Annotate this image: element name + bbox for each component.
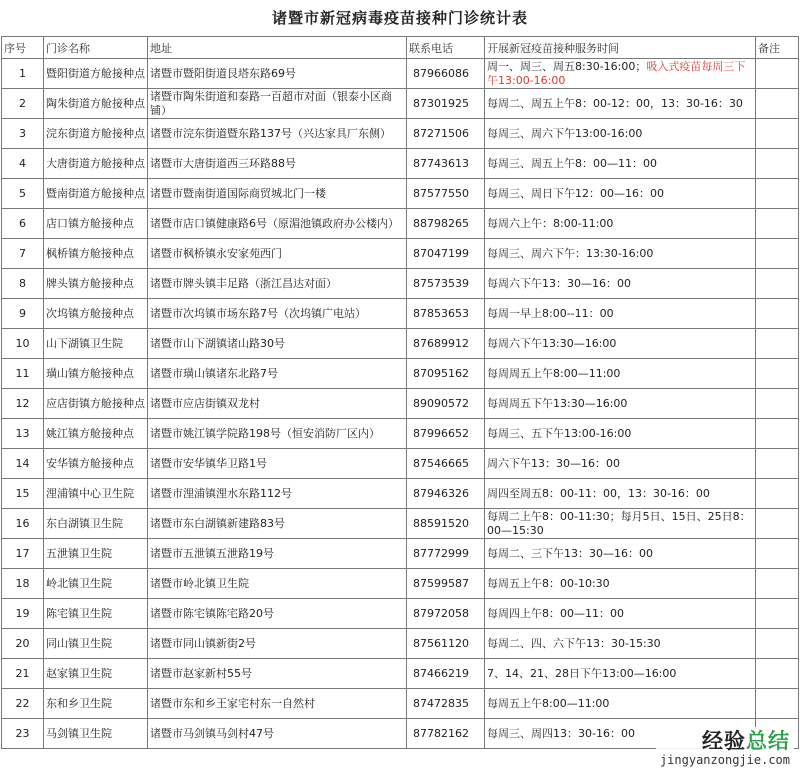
cell-phone: 87301925 [407, 89, 485, 119]
cell-address: 诸暨市同山镇新街2号 [148, 629, 407, 659]
cell-address: 诸暨市陈宅镇陈宅路20号 [148, 599, 407, 629]
cell-phone: 87546665 [407, 449, 485, 479]
cell-no: 19 [2, 599, 44, 629]
cell-service-time: 每周六上午：8:00-11:00 [485, 209, 756, 239]
cell-no: 6 [2, 209, 44, 239]
cell-phone: 87466219 [407, 659, 485, 689]
cell-phone: 87573539 [407, 269, 485, 299]
table-row [2, 599, 799, 629]
cell-address: 诸暨市姚江镇学院路198号（恒安消防厂区内） [148, 419, 407, 449]
cell-remark [756, 569, 799, 599]
cell-no: 3 [2, 119, 44, 149]
cell-service-time: 每周二、四、六下午13：30-15:30 [485, 629, 756, 659]
cell-no: 5 [2, 179, 44, 209]
cell-address: 诸暨市陶朱街道和泰路一百超市对面（银泰小区商铺） [148, 89, 407, 119]
cell-service-time: 周六下午13：30—16：00 [485, 449, 756, 479]
cell-service-time: 每周二、三下午13：30—16：00 [485, 539, 756, 569]
table-row [2, 89, 799, 119]
cell-address: 诸暨市店口镇健康路6号（原湄池镇政府办公楼内） [148, 209, 407, 239]
cell-clinic-name: 马剑镇卫生院 [44, 719, 148, 749]
table-row [2, 449, 799, 479]
page-title: 诸暨市新冠病毒疫苗接种门诊统计表 [271, 9, 528, 27]
cell-remark [756, 599, 799, 629]
table-row [2, 569, 799, 599]
cell-service-time: 每周六下午13：30—16：00 [485, 269, 756, 299]
service-time-text: 周一、周三、周五8:30-16:00； [487, 59, 647, 73]
cell-service-time: 每周二、周五上午8：00-12：00，13：30-16：30 [485, 89, 756, 119]
cell-address: 诸暨市岭北镇卫生院 [148, 569, 407, 599]
cell-no: 23 [2, 719, 44, 749]
table-row [2, 509, 799, 539]
cell-phone: 88591520 [407, 509, 485, 539]
cell-phone: 87743613 [407, 149, 485, 179]
cell-address: 诸暨市五泄镇五泄路19号 [148, 539, 407, 569]
cell-clinic-name: 次坞镇方舱接种点 [44, 299, 148, 329]
cell-no: 18 [2, 569, 44, 599]
cell-clinic-name: 五泄镇卫生院 [44, 539, 148, 569]
cell-service-time: 每周三、周四13：30-16：00 [485, 719, 756, 749]
cell-address: 诸暨市暨阳街道艮塔东路69号 [148, 59, 407, 89]
table-body [2, 59, 799, 749]
cell-no: 1 [2, 59, 44, 89]
watermark-url: jingyanzongjie.com [659, 753, 790, 767]
cell-clinic-name: 暨阳街道方舱接种点 [44, 59, 148, 89]
cell-service-time: 每周三、周六下午：13:30-16:00 [485, 239, 756, 269]
cell-phone: 87772999 [407, 539, 485, 569]
cell-no: 11 [2, 359, 44, 389]
cell-service-time: 每周三、周日下午12：00—16：00 [485, 179, 756, 209]
header-clinic-name: 门诊名称 [44, 37, 148, 59]
cell-clinic-name: 大唐街道方舱接种点 [44, 149, 148, 179]
cell-no: 16 [2, 509, 44, 539]
cell-address: 诸暨市东白湖镇新建路83号 [148, 509, 407, 539]
cell-phone: 87966086 [407, 59, 485, 89]
cell-clinic-name: 岭北镇卫生院 [44, 569, 148, 599]
table-row [2, 659, 799, 689]
cell-service-time: 每周三、五下午13:00-16:00 [485, 419, 756, 449]
cell-remark [756, 209, 799, 239]
cell-remark [756, 479, 799, 509]
cell-no: 9 [2, 299, 44, 329]
table-row [2, 179, 799, 209]
cell-clinic-name: 牌头镇方舱接种点 [44, 269, 148, 299]
cell-remark [756, 149, 799, 179]
cell-no: 17 [2, 539, 44, 569]
cell-clinic-name: 同山镇卫生院 [44, 629, 148, 659]
cell-phone: 87047199 [407, 239, 485, 269]
header-service-time: 开展新冠疫苗接种服务时间 [485, 37, 756, 59]
cell-phone: 87561120 [407, 629, 485, 659]
cell-phone: 87946326 [407, 479, 485, 509]
cell-clinic-name: 浣东街道方舱接种点 [44, 119, 148, 149]
cell-service-time: 每周一早上8:00--11：00 [485, 299, 756, 329]
cell-clinic-name: 东白湖镇卫生院 [44, 509, 148, 539]
cell-remark [756, 629, 799, 659]
table-row [2, 149, 799, 179]
cell-clinic-name: 枫桥镇方舱接种点 [44, 239, 148, 269]
cell-clinic-name: 浬浦镇中心卫生院 [44, 479, 148, 509]
cell-remark [756, 89, 799, 119]
cell-service-time: 每周三、周五上午8：00—11：00 [485, 149, 756, 179]
cell-no: 10 [2, 329, 44, 359]
table-row [2, 629, 799, 659]
cell-service-time: 每周五上午8:00—11:00 [485, 689, 756, 719]
cell-service-time: 每周六下午13:30—16:00 [485, 329, 756, 359]
cell-address: 诸暨市浣东街道暨东路137号（兴达家具厂东侧） [148, 119, 407, 149]
watermark-text-2: 总结 [746, 729, 790, 753]
cell-address: 诸暨市枫桥镇永安家苑西门 [148, 239, 407, 269]
table-row [2, 209, 799, 239]
clinic-table [1, 36, 799, 749]
cell-no: 7 [2, 239, 44, 269]
cell-no: 22 [2, 689, 44, 719]
cell-remark [756, 299, 799, 329]
cell-no: 15 [2, 479, 44, 509]
cell-clinic-name: 姚江镇方舱接种点 [44, 419, 148, 449]
table-row [2, 329, 799, 359]
cell-no: 20 [2, 629, 44, 659]
cell-phone: 87996652 [407, 419, 485, 449]
cell-clinic-name: 璜山镇方舱接种点 [44, 359, 148, 389]
cell-remark [756, 179, 799, 209]
cell-phone: 87472835 [407, 689, 485, 719]
cell-address: 诸暨市浬浦镇浬水东路112号 [148, 479, 407, 509]
cell-no: 14 [2, 449, 44, 479]
header-phone: 联系电话 [407, 37, 485, 59]
cell-phone: 87689912 [407, 329, 485, 359]
table-row [2, 59, 799, 89]
cell-address: 诸暨市大唐街道西三环路88号 [148, 149, 407, 179]
cell-phone: 87577550 [407, 179, 485, 209]
cell-remark [756, 659, 799, 689]
cell-clinic-name: 暨南街道方舱接种点 [44, 179, 148, 209]
cell-phone: 89090572 [407, 389, 485, 419]
table-row [2, 359, 799, 389]
cell-phone: 87972058 [407, 599, 485, 629]
cell-phone: 87095162 [407, 359, 485, 389]
cell-address: 诸暨市璜山镇诸东北路7号 [148, 359, 407, 389]
table-row [2, 389, 799, 419]
cell-service-time: 每周五上午8：00-10:30 [485, 569, 756, 599]
table-row [2, 689, 799, 719]
cell-remark [756, 269, 799, 299]
cell-phone: 87853653 [407, 299, 485, 329]
cell-remark [756, 119, 799, 149]
cell-address: 诸暨市马剑镇马剑村47号 [148, 719, 407, 749]
cell-no: 4 [2, 149, 44, 179]
cell-service-time: 每周三、周六下午13:00-16:00 [485, 119, 756, 149]
cell-clinic-name: 山下湖镇卫生院 [44, 329, 148, 359]
cell-no: 13 [2, 419, 44, 449]
cell-clinic-name: 应店街镇方舱接种点 [44, 389, 148, 419]
header-address: 地址 [148, 37, 407, 59]
cell-remark [756, 359, 799, 389]
cell-service-time: 周四至周五8：00-11：00，13：30-16：00 [485, 479, 756, 509]
header-row [2, 37, 799, 59]
watermark-logo [656, 727, 794, 769]
cell-address: 诸暨市牌头镇丰足路（浙江昌达对面） [148, 269, 407, 299]
cell-remark [756, 239, 799, 269]
cell-remark [756, 329, 799, 359]
cell-address: 诸暨市次坞镇市场东路7号（次坞镇广电站） [148, 299, 407, 329]
cell-clinic-name: 陶朱街道方舱接种点 [44, 89, 148, 119]
cell-remark [756, 509, 799, 539]
cell-address: 诸暨市应店街镇双龙村 [148, 389, 407, 419]
cell-clinic-name: 店口镇方舱接种点 [44, 209, 148, 239]
table-row [2, 119, 799, 149]
cell-address: 诸暨市东和乡王家宅村东一自然村 [148, 689, 407, 719]
table-row [2, 269, 799, 299]
table-row [2, 479, 799, 509]
table-row [2, 299, 799, 329]
cell-no: 21 [2, 659, 44, 689]
cell-service-time: 每周二上午8：00-11:30；每月5日、15日、25日8：00—15:30 [485, 509, 756, 539]
cell-service-time: 每周周五下午13:30—16:00 [485, 389, 756, 419]
cell-clinic-name: 赵家镇卫生院 [44, 659, 148, 689]
watermark-text-1: 经验 [702, 729, 746, 753]
cell-remark [756, 389, 799, 419]
cell-clinic-name: 东和乡卫生院 [44, 689, 148, 719]
cell-clinic-name: 安华镇方舱接种点 [44, 449, 148, 479]
cell-remark [756, 539, 799, 569]
cell-phone: 87271506 [407, 119, 485, 149]
cell-service-time: 7、14、21、28日下午13:00—16:00 [485, 659, 756, 689]
cell-no: 2 [2, 89, 44, 119]
cell-address: 诸暨市山下湖镇诸山路30号 [148, 329, 407, 359]
header-remark: 备注 [756, 37, 799, 59]
cell-no: 8 [2, 269, 44, 299]
cell-phone: 88798265 [407, 209, 485, 239]
cell-address: 诸暨市赵家新村55号 [148, 659, 407, 689]
cell-phone: 87782162 [407, 719, 485, 749]
inhaled-vaccine-note: 吸入式疫苗每周三下午13:00-16:00 [487, 59, 746, 87]
cell-service-time: 每周周五上午8:00—11:00 [485, 359, 756, 389]
table-row [2, 539, 799, 569]
cell-remark [756, 689, 799, 719]
cell-service-time: 每周四上午8：00—11：00 [485, 599, 756, 629]
cell-remark [756, 449, 799, 479]
cell-address: 诸暨市暨南街道国际商贸城北门一楼 [148, 179, 407, 209]
header-no: 序号 [2, 37, 44, 59]
cell-no: 12 [2, 389, 44, 419]
cell-remark [756, 419, 799, 449]
table-row [2, 239, 799, 269]
table-row [2, 419, 799, 449]
cell-clinic-name: 陈宅镇卫生院 [44, 599, 148, 629]
cell-phone: 87599587 [407, 569, 485, 599]
cell-address: 诸暨市安华镇华卫路1号 [148, 449, 407, 479]
cell-remark [756, 59, 799, 89]
cell-service-time [485, 59, 756, 89]
